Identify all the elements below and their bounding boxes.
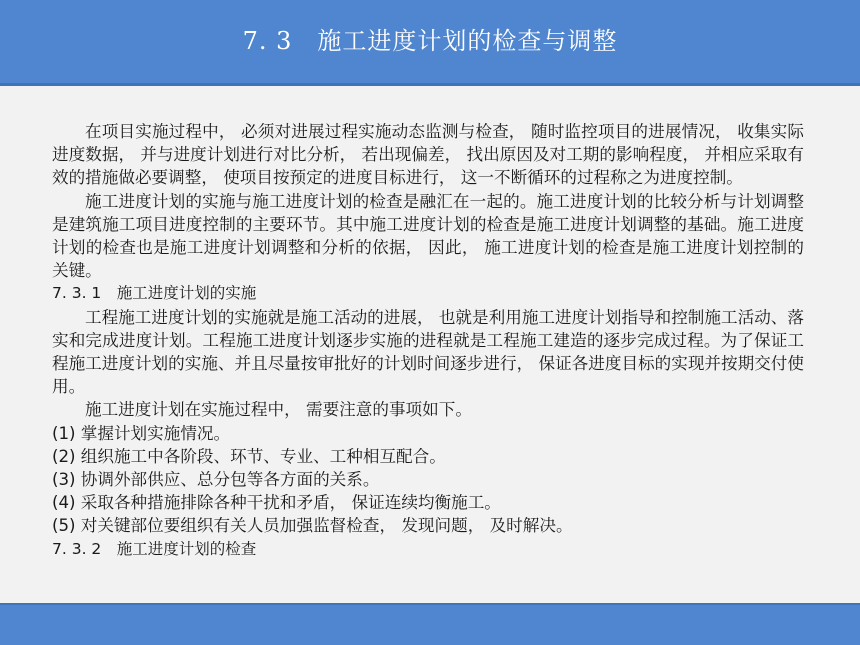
list-item-3: (3) 协调外部供应、总分包等各方面的关系。 bbox=[52, 470, 380, 490]
list-item-5: (5) 对关键部位要组织有关人员加强监督检查， 发现问题， 及时解决。 bbox=[52, 516, 573, 536]
list-item-2: (2) 组织施工中各阶段、环节、专业、工种相互配合。 bbox=[52, 446, 446, 466]
slide-title: 7. 3 施工进度计划的检查与调整 bbox=[242, 27, 618, 55]
paragraph-progress-control: 在项目实施过程中， 必须对进展过程实施动态监测与检查， 随时监控项目的进展情况， 收集实际进度数据， 并与进度计划进行对比分析， 若出现偏差， 找出原因及对工期的影响程度， 并相应采取有效的措施做必要调整， 使项目按预定的进度目标进行， 这一不断循环的过程称之为进度控制。 bbox=[52, 122, 804, 188]
list-item-1: (1) 掌握计划实施情况。 bbox=[52, 423, 231, 443]
title-bar bbox=[0, 0, 860, 86]
paragraph-plan-check: 施工进度计划的实施与施工进度计划的检查是融汇在一起的。施工进度计划的比较分析与计划调整是建筑施工项目进度控制的主要环节。其中施工进度计划的检查是施工进度计划调整的基础。施工进度计划的检查也是施工进度计划调整和分析的依据， 因此， 施工进度计划的检查是施工进度计划控制的关键。 bbox=[52, 191, 804, 281]
paragraph-notes-intro: 施工进度计划在实施过程中， 需要注意的事项如下。 bbox=[85, 400, 472, 420]
footer-bar bbox=[0, 603, 860, 645]
section-heading-7-3-1: 7. 3. 1 施工进度计划的实施 bbox=[52, 284, 257, 303]
section-heading-7-3-2: 7. 3. 2 施工进度计划的检查 bbox=[52, 539, 257, 558]
paragraph-plan-implementation: 工程施工进度计划的实施就是施工活动的进展， 也就是利用施工进度计划指导和控制施工活动、落实和完成进度计划。工程施工进度计划逐步实施的进程就是工程施工建造的逐步完成过程。为了保证工程施工进度计划的实施、并且尽量按审批好的计划时间逐步进行， 保证各进度目标的实现并按期交付使用。 bbox=[52, 307, 804, 397]
slide-body bbox=[52, 120, 804, 561]
list-item-4: (4) 采取各种措施排除各种干扰和矛盾， 保证连续均衡施工。 bbox=[52, 493, 501, 513]
